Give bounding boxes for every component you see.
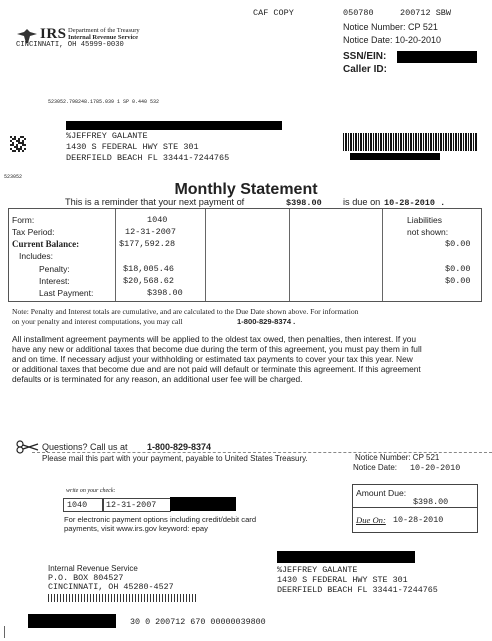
includes-label: Includes: [19, 251, 54, 261]
payer-name: %JEFFREY GALANTE [277, 565, 358, 575]
interest-label: Interest: [39, 276, 70, 286]
irs-return-box: P.O. BOX 804527 [48, 573, 124, 583]
questions-phone: 1-800-829-8374 [147, 442, 212, 452]
amount-due-label: Amount Due: [356, 488, 407, 498]
irs-dept: Department of the Treasury [68, 27, 140, 34]
interest-value: $20,568.62 [123, 276, 175, 286]
payer-street: 1430 S FEDERAL HWY STE 301 [277, 575, 408, 585]
doc-code: 050780 [343, 8, 374, 18]
scan-redaction [28, 614, 116, 628]
last-payment-value: $398.00 [147, 288, 183, 298]
irs-return-name: Internal Revenue Service [48, 564, 138, 573]
ssn-redaction [397, 51, 477, 63]
due-date: 10-28-2010 . [384, 198, 446, 208]
penalty-value: $18,005.46 [123, 264, 175, 274]
terms-line-4: or additional taxes that become due and are not paid will default or terminate this agreement. If this agreement [12, 364, 421, 374]
batch-code: 200712 SBW [400, 8, 452, 18]
terms-line-5: defaults or is terminated for any reason, an additional user fee will be charged. [12, 374, 303, 384]
tax-period-label: Tax Period: [12, 227, 55, 237]
reminder-text: This is a reminder that your next payment of [65, 197, 245, 207]
liab-balance: $0.00 [445, 239, 471, 249]
irs-return-city: CINCINNATI, OH 45280-4527 [48, 582, 174, 592]
barcode-icon [343, 133, 477, 151]
note-line-2: on your penalty and interest computations, you may call [12, 317, 183, 326]
terms-line-1: All installment agreement payments will be applied to the oldest tax owed, then penalties, then interest. If you [12, 334, 417, 344]
amount-due-value: $398.00 [413, 497, 449, 507]
statement-title: Monthly Statement [174, 181, 318, 198]
postal-barcode-icon [48, 594, 196, 602]
caf-copy-label: CAF COPY [253, 8, 294, 18]
questions-text: Questions? Call us at [42, 442, 128, 452]
caller-id-label: Caller ID: [343, 64, 387, 75]
name-redaction [66, 121, 282, 130]
mail-instruction: Please mail this part with your payment, payable to United States Treasury. [42, 454, 308, 463]
notice-date: Notice Date: 10-20-2010 [343, 35, 442, 45]
stub-notice-date-value: 10-20-2010 [410, 463, 461, 473]
liabilities-label: Liabilities [407, 215, 442, 225]
form-label: Form: [12, 215, 35, 225]
payer-city: DEERFIELD BEACH FL 33441-7244765 [277, 585, 438, 595]
check-form: 1040 [67, 500, 88, 510]
current-balance-label: Current Balance: [12, 239, 80, 249]
not-shown-label: not shown: [407, 227, 449, 237]
irs-address: CINCINNATI, OH 45999-0030 [16, 41, 124, 49]
terms-line-2: have any new or additional taxes that become due during the term of this agreement, you must pay them in full [12, 344, 422, 354]
due-on-label: Due On: [356, 515, 386, 525]
left-code: 523052 [4, 174, 23, 180]
ssn-check-redaction [170, 497, 236, 511]
tracking-line: 523052.798248.1785.039 1 SP 0.440 532 [48, 99, 160, 105]
form-value: 1040 [147, 215, 168, 225]
addressee-city: DEERFIELD BEACH FL 33441-7244765 [66, 153, 230, 163]
addressee-street: 1430 S FEDERAL HWY STE 301 [66, 142, 199, 152]
note-phone: 1-800-829-8374 . [237, 317, 296, 326]
ssn-label: SSN/EIN: [343, 51, 387, 62]
epay-line-2: payments, visit www.irs.gov keyword: epay [64, 524, 208, 533]
note-line-1: Note: Penalty and Interest totals are cumulative, and are calculated to the Due Date shown above. For information [12, 307, 359, 316]
payer-redaction [277, 551, 415, 563]
irs-logo-text: IRS [40, 26, 67, 42]
stub-notice-number: Notice Number: CP 521 [355, 453, 440, 462]
liab-interest: $0.00 [445, 276, 471, 286]
terms-line-3: and on time. If necessary adjust your withholding or estimated tax payments to cover your tax this year. New [12, 354, 413, 364]
due-on-text: is due on [343, 197, 381, 207]
liab-penalty: $0.00 [445, 264, 471, 274]
matrix-barcode-icon [10, 136, 26, 152]
tax-period-value: 12-31-2007 [125, 227, 177, 237]
last-payment-label: Last Payment: [39, 288, 94, 298]
epay-line-1: For electronic payment options including credit/debit card [64, 515, 257, 524]
barcode-redaction [350, 153, 440, 160]
irs-service: Internal Revenue Service [68, 34, 139, 41]
stub-notice-date-label: Notice Date: [353, 463, 398, 472]
notice-number: Notice Number: CP 521 [343, 22, 438, 32]
current-balance-value: $177,592.28 [119, 239, 176, 249]
balance-table [8, 208, 482, 302]
addressee-name: %JEFFREY GALANTE [66, 131, 148, 141]
due-on-value: 10-28-2010 [393, 515, 444, 525]
penalty-label: Penalty: [39, 264, 70, 274]
check-period: 12-31-2007 [106, 500, 157, 510]
scan-line: 30 0 200712 670 00000039800 [130, 617, 266, 627]
payment-amount: $398.00 [286, 198, 322, 208]
write-on-check-label: write on your check: [66, 488, 116, 494]
